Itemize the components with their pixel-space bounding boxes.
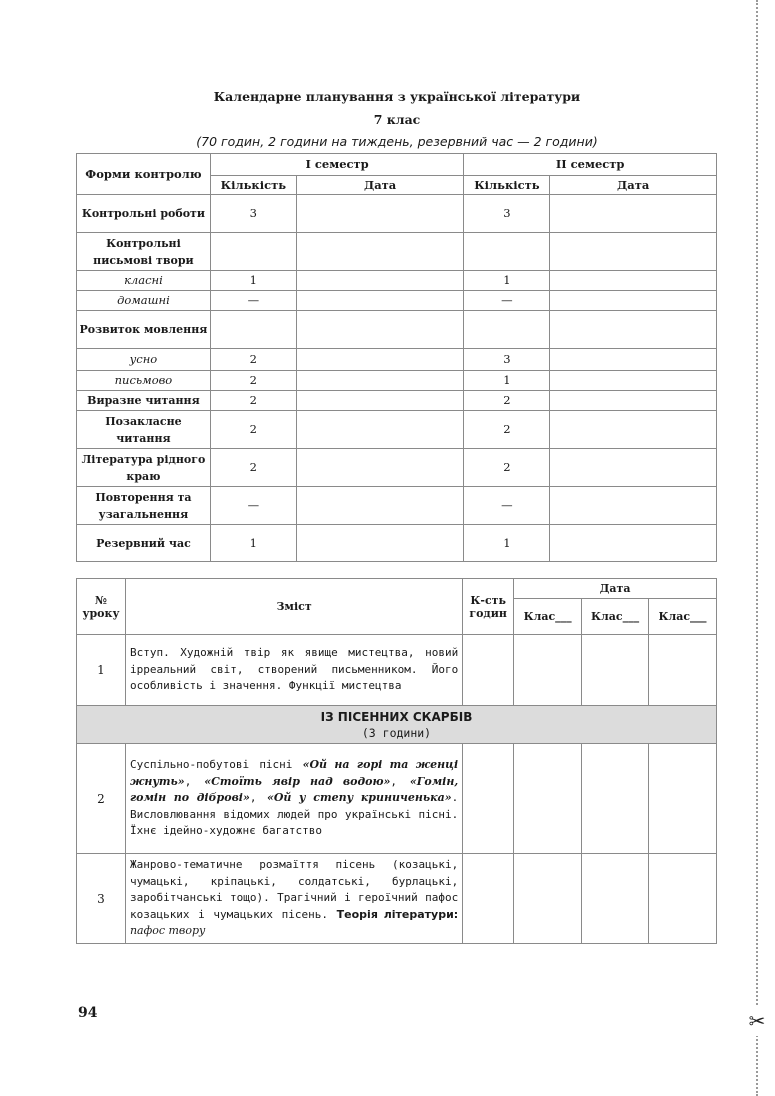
count-cell (210, 233, 296, 271)
date-cell (550, 449, 717, 487)
date-cell (550, 349, 717, 371)
count-cell: 2 (210, 449, 296, 487)
hours-note: (70 годин, 2 години на тиждень, резервний час — 2 години) (196, 134, 598, 149)
lesson-plan-table (76, 578, 717, 944)
scissors-icon: ✂ (744, 1006, 770, 1036)
header-content: Зміст (125, 579, 462, 635)
table-row (77, 271, 717, 291)
lesson-content: Вступ. Художній твір як явище мистецтва, новий ірреальний світ, створений письменником. Його особливість і значення. Функції мистецтва (125, 635, 462, 706)
date-cell (582, 744, 649, 854)
header-semester-1: І семестр (210, 154, 464, 176)
row-label: домашні (77, 291, 211, 311)
date-cell (550, 391, 717, 411)
row-label: письмово (77, 371, 211, 391)
header-date-2: Дата (550, 176, 717, 195)
table-row (77, 195, 717, 233)
separator: , (249, 791, 267, 805)
table-row (77, 411, 717, 449)
theory-label: Теорія літератури: (336, 907, 459, 921)
header-hours: К-сть годин (463, 579, 514, 635)
date-cell (582, 854, 649, 944)
page-number: 94 (78, 1005, 98, 1021)
song-title: «Гомін, гомін по діброві» (129, 774, 459, 805)
table-row (77, 233, 717, 271)
table-row (77, 635, 717, 706)
count-cell: 2 (464, 411, 550, 449)
date-cell (514, 854, 582, 944)
lesson-number: 1 (77, 635, 126, 706)
row-label: Література рідного краю (77, 449, 211, 487)
date-cell (296, 371, 464, 391)
table-row (77, 371, 717, 391)
lesson-text: Жанрово-тематичне розмаїття пісень (козацькі, чумацькі, кріпацькі, солдатські, бурлацькі, заробітчанські тощо). Трагічний і героїчний пафос козацьких і чумацьких пісень. (129, 858, 459, 921)
table-row (77, 744, 717, 854)
header-count-2: Кількість (464, 176, 550, 195)
count-cell: — (464, 487, 550, 525)
row-label: Розвиток мовлення (77, 311, 211, 349)
song-title: «Стоїть явір над водою» (204, 774, 391, 788)
count-cell: 2 (210, 411, 296, 449)
date-cell (550, 233, 717, 271)
count-cell: 1 (210, 525, 296, 562)
date-cell (296, 391, 464, 411)
header-date-1: Дата (296, 176, 464, 195)
table-row (77, 391, 717, 411)
date-cell (296, 311, 464, 349)
header-class-1: Клас___ (514, 599, 582, 635)
date-cell (550, 525, 717, 562)
header-class-3: Клас___ (649, 599, 717, 635)
song-title: «Ой на горі та женці жнуть» (129, 758, 459, 788)
header-count-1: Кількість (210, 176, 296, 195)
date-cell (550, 487, 717, 525)
date-cell (550, 371, 717, 391)
grade-label: 7 клас (373, 112, 421, 127)
date-cell (296, 291, 464, 311)
row-label: усно (77, 349, 211, 371)
hours-cell (463, 635, 514, 706)
table-row (77, 525, 717, 562)
count-cell (464, 233, 550, 271)
header-lesson-number: № уроку (77, 579, 126, 635)
date-cell (296, 525, 464, 562)
row-label: Контрольні роботи (77, 195, 211, 233)
date-cell (649, 744, 717, 854)
date-cell (296, 349, 464, 371)
count-cell: — (464, 291, 550, 311)
theory-term: пафос твору (129, 924, 206, 938)
table-row (77, 349, 717, 371)
header-semester-2: ІІ семестр (464, 154, 717, 176)
date-cell (514, 744, 582, 854)
lesson-content (125, 854, 462, 944)
date-cell (582, 635, 649, 706)
date-cell (550, 411, 717, 449)
row-label: Резервний час (77, 525, 211, 562)
date-cell (550, 195, 717, 233)
header-forms: Форми контролю (77, 154, 211, 195)
count-cell: 3 (210, 195, 296, 233)
count-cell: — (210, 291, 296, 311)
hours-cell (463, 744, 514, 854)
count-cell: 1 (464, 525, 550, 562)
row-label: Контрольні письмові твори (77, 233, 211, 271)
page-title: Календарне планування з української літератури (213, 89, 581, 104)
separator: , (390, 774, 410, 788)
date-cell (514, 635, 582, 706)
count-cell (210, 311, 296, 349)
date-cell (296, 449, 464, 487)
count-cell: 2 (210, 349, 296, 371)
lesson-content (125, 744, 462, 854)
count-cell: 2 (464, 449, 550, 487)
date-cell (296, 411, 464, 449)
count-cell: — (210, 487, 296, 525)
section-header (77, 706, 717, 744)
count-cell: 1 (210, 271, 296, 291)
date-cell (550, 291, 717, 311)
hours-cell (463, 854, 514, 944)
date-cell (550, 311, 717, 349)
table-row (77, 291, 717, 311)
date-cell (296, 271, 464, 291)
section-title: ІЗ ПІСЕННИХ СКАРБІВ (320, 709, 473, 724)
count-cell: 2 (210, 371, 296, 391)
row-label: Виразне читання (77, 391, 211, 411)
row-label: Повторення та узагальнення (77, 487, 211, 525)
lesson-text: Суспільно-побутові пісні (129, 758, 303, 772)
date-cell (649, 635, 717, 706)
song-title: «Ой у степу криниченька» (266, 791, 452, 805)
header-class-2: Клас___ (582, 599, 649, 635)
lesson-text: . Висловлювання відомих людей про українські пісні. Їхнє ідейно-художнє багатство (129, 791, 459, 838)
date-cell (296, 233, 464, 271)
count-cell: 2 (210, 391, 296, 411)
row-label: класні (77, 271, 211, 291)
control-forms-table (76, 153, 717, 562)
section-row (77, 706, 717, 744)
date-cell (550, 271, 717, 291)
count-cell: 1 (464, 271, 550, 291)
row-label: Позакласне читання (77, 411, 211, 449)
date-cell (649, 854, 717, 944)
count-cell: 1 (464, 371, 550, 391)
header-date: Дата (514, 579, 717, 599)
count-cell: 3 (464, 349, 550, 371)
separator: , (184, 774, 205, 788)
lesson-number: 3 (77, 854, 126, 944)
table-row (77, 311, 717, 349)
section-hours: (3 години) (361, 725, 432, 740)
cut-line (756, 0, 758, 1096)
date-cell (296, 195, 464, 233)
table-row (77, 487, 717, 525)
date-cell (296, 487, 464, 525)
count-cell: 2 (464, 391, 550, 411)
count-cell: 3 (464, 195, 550, 233)
table-row (77, 449, 717, 487)
table-row (77, 854, 717, 944)
count-cell (464, 311, 550, 349)
lesson-number: 2 (77, 744, 126, 854)
